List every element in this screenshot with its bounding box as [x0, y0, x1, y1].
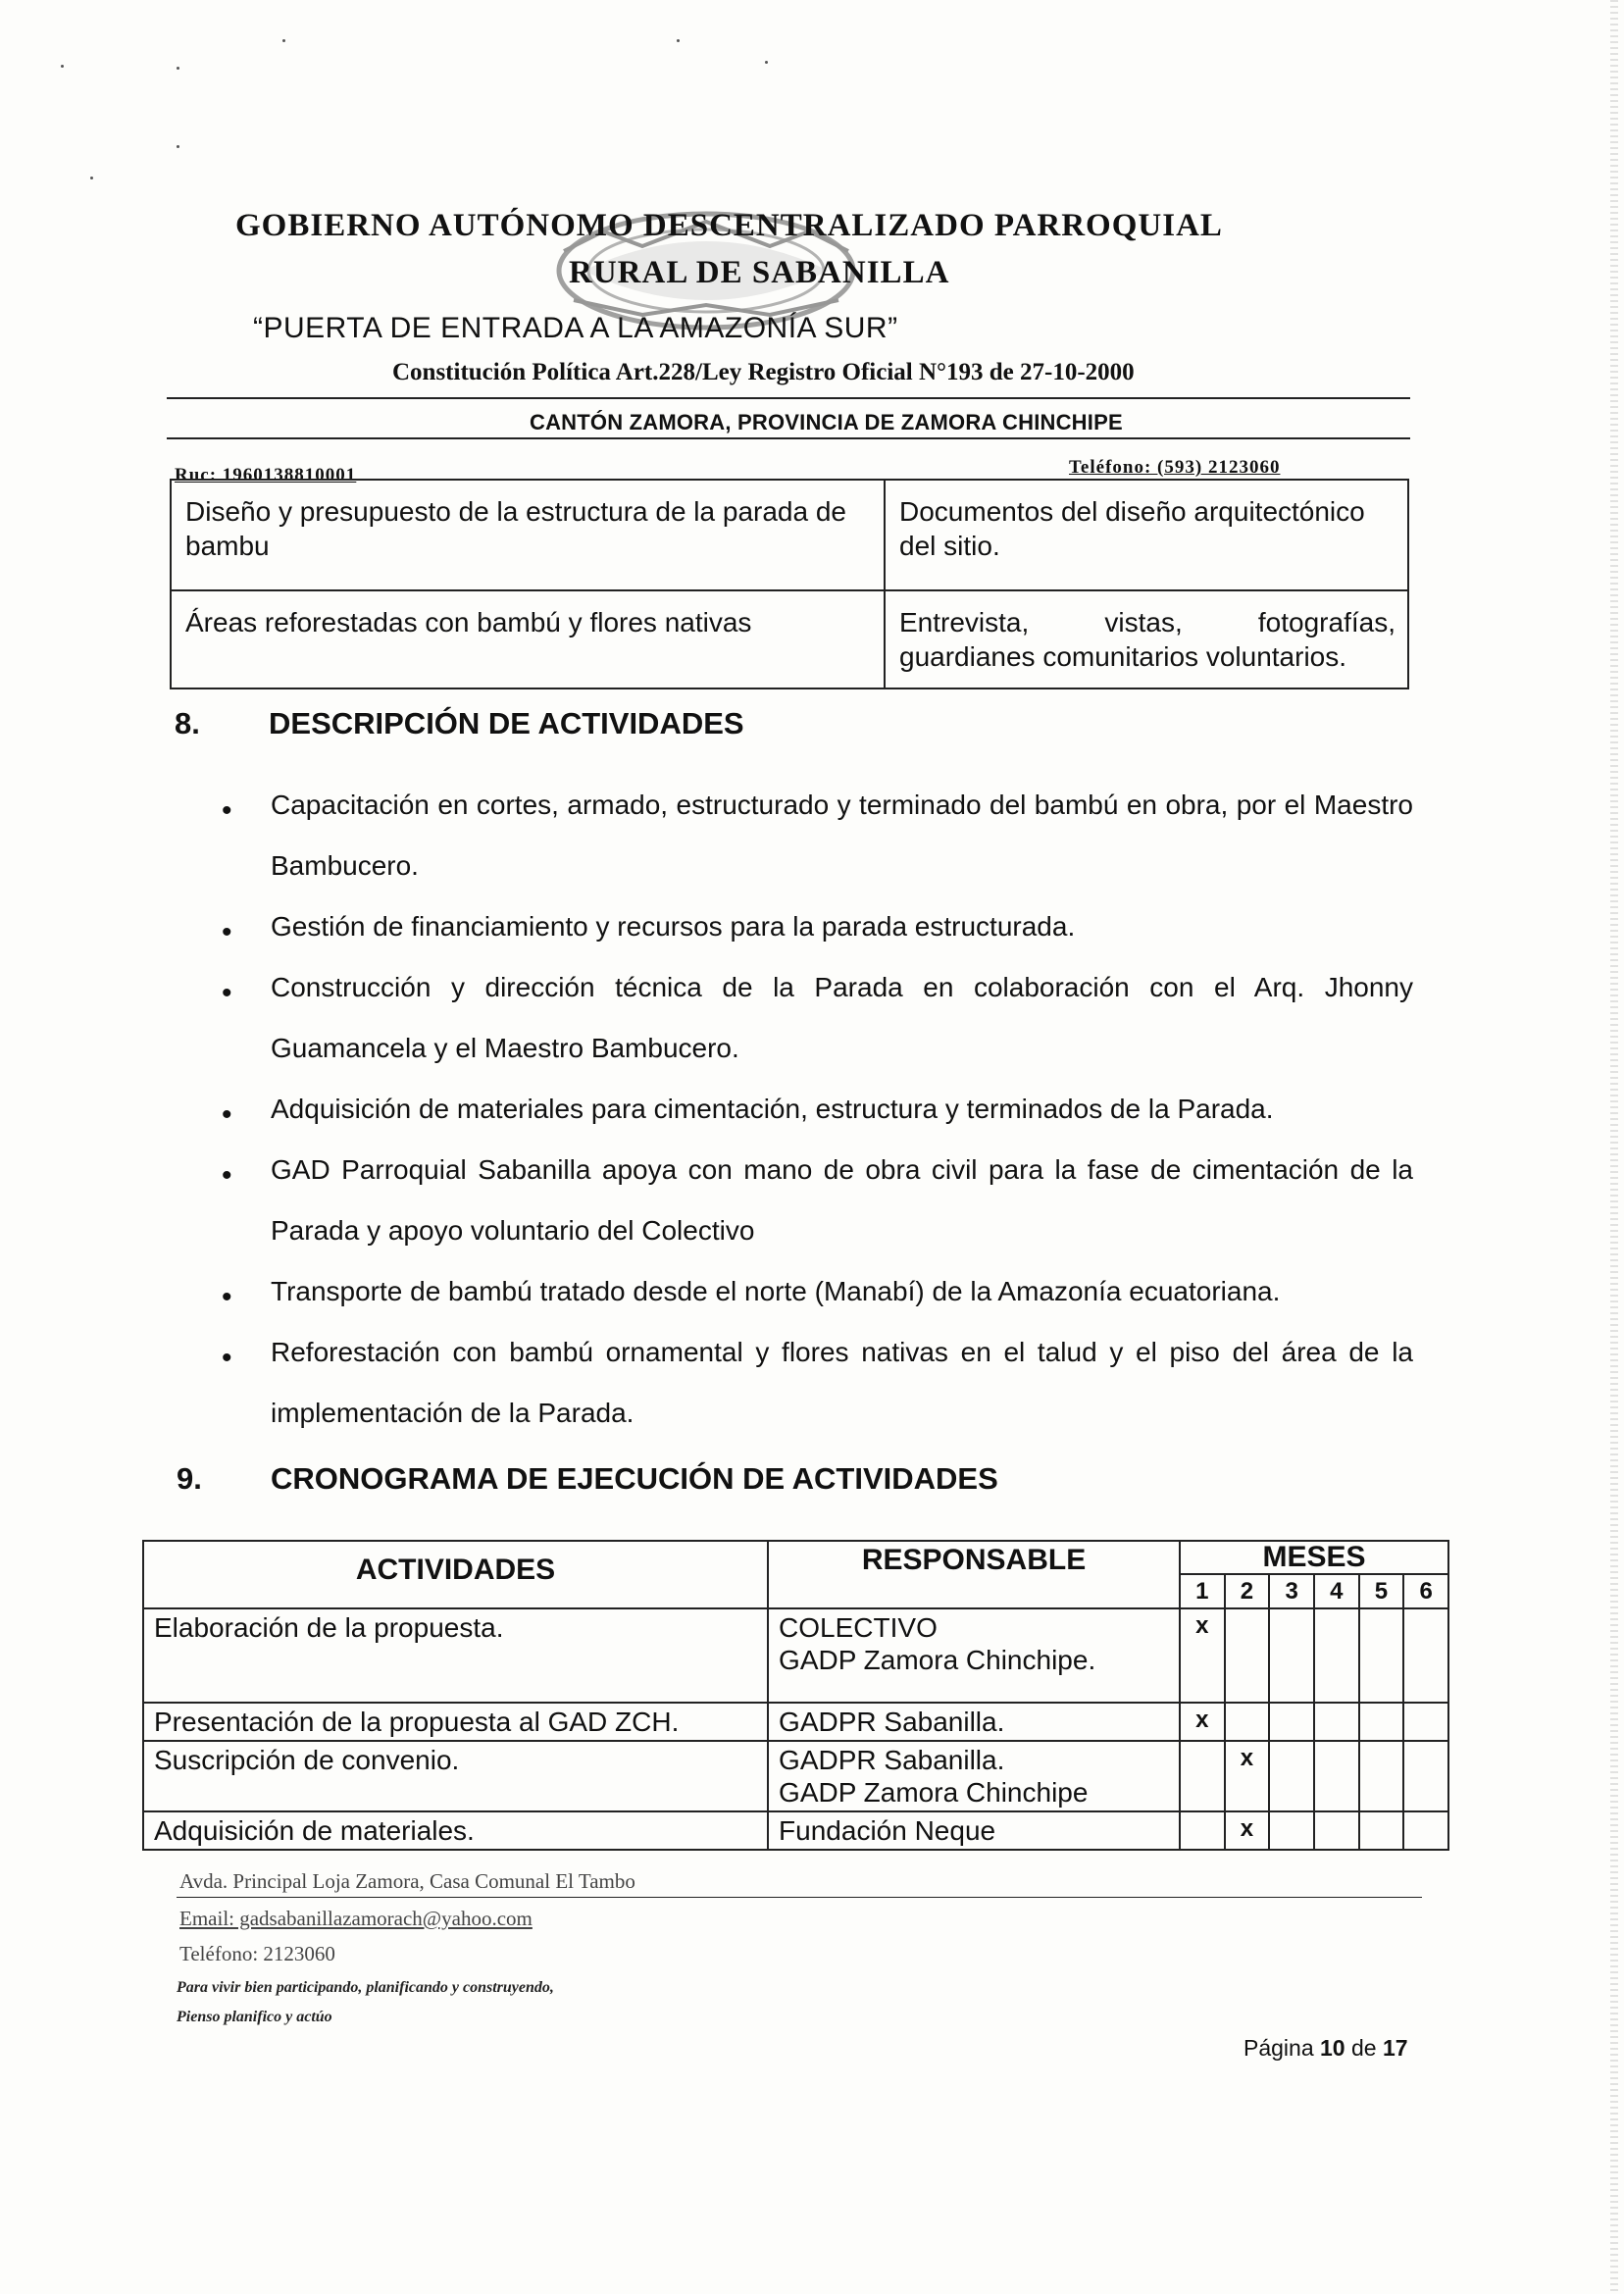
activities-header: ACTIVIDADES: [143, 1541, 768, 1608]
month-cell: [1359, 1608, 1404, 1703]
responsible-name: GADP Zamora Chinchipe.: [779, 1645, 1096, 1675]
scan-speck: [765, 61, 768, 64]
activities-list: [222, 775, 1413, 1444]
cell-text: Áreas reforestadas con bambú y flores nativas: [185, 607, 752, 637]
section-9-heading: [177, 1461, 998, 1497]
month-label: 1: [1180, 1574, 1225, 1608]
month-cell: x: [1225, 1811, 1270, 1850]
responsible-name: COLECTIVO: [779, 1612, 938, 1643]
table-row: [143, 1811, 1448, 1850]
month-cell: [1314, 1608, 1359, 1703]
list-item: • Capacitación en cortes, armado, estructurado y terminado del bambú en obra, por el Maestro Bambucero.: [222, 775, 1413, 896]
footer-motto: Pienso planifico y actúo: [177, 2009, 332, 2025]
header-divider: [167, 397, 1410, 399]
verification-table: [170, 479, 1409, 689]
table-row: [143, 1703, 1448, 1741]
list-item: • Adquisición de materiales para cimentación, estructura y terminados de la Parada.: [222, 1079, 1413, 1140]
list-item: • Construcción y dirección técnica de la Parada en colaboración con el Arq. Jhonny Guamancela y el Maestro Bambucero.: [222, 957, 1413, 1079]
institution-title-line2: RURAL DE SABANILLA: [569, 255, 950, 290]
scan-speck: [61, 65, 64, 68]
schedule-table: [142, 1540, 1449, 1851]
page-of: de: [1351, 2035, 1377, 2061]
cell-text: Documentos del diseño arquitectónico del sitio.: [899, 496, 1365, 561]
scan-edge-artifact: [1610, 0, 1618, 2294]
slogan: “PUERTA DE ENTRADA A LA AMAZONÍA SUR”: [253, 312, 898, 344]
table-row: [171, 480, 1408, 590]
month-cell: [1359, 1741, 1404, 1811]
header-phone: Teléfono: (593) 2123060: [1069, 457, 1281, 478]
section-number: 8.: [175, 706, 200, 740]
responsible-name: Fundación Neque: [779, 1815, 996, 1846]
month-cell: [1269, 1811, 1314, 1850]
canton-province: CANTÓN ZAMORA, PROVINCIA DE ZAMORA CHINCHIPE: [530, 410, 1123, 434]
activity-cell: Elaboración de la propuesta.: [143, 1608, 768, 1703]
month-cell: [1225, 1703, 1270, 1741]
section-title: CRONOGRAMA DE EJECUCIÓN DE ACTIVIDADES: [271, 1461, 998, 1496]
month-cell: x: [1225, 1741, 1270, 1811]
month-cell: [1403, 1741, 1448, 1811]
activity-cell: Presentación de la propuesta al GAD ZCH.: [143, 1703, 768, 1741]
section-title: DESCRIPCIÓN DE ACTIVIDADES: [269, 706, 744, 740]
institution-title: [235, 202, 1373, 296]
scan-speck: [677, 39, 680, 42]
responsible-cell: [768, 1811, 1180, 1850]
month-label: 2: [1225, 1574, 1270, 1608]
month-cell: [1225, 1608, 1270, 1703]
month-cell: [1314, 1811, 1359, 1850]
scan-speck: [282, 39, 285, 42]
list-item: • Gestión de financiamiento y recursos para la parada estructurada.: [222, 896, 1413, 957]
table-cell: [885, 590, 1408, 688]
month-cell: [1403, 1703, 1448, 1741]
page-prefix: Página: [1243, 2035, 1314, 2061]
page-total: 17: [1382, 2035, 1408, 2061]
table-header-row: [143, 1541, 1448, 1574]
month-label: 5: [1359, 1574, 1404, 1608]
activity-cell: Suscripción de convenio.: [143, 1741, 768, 1811]
ruc-number: Ruc: 1960138810001: [175, 465, 357, 485]
month-cell: x: [1180, 1703, 1225, 1741]
constitution-reference: Constitución Política Art.228/Ley Registro Oficial N°193 de 27-10-2000: [392, 359, 1135, 385]
page-number: [1243, 2035, 1408, 2062]
footer-email: Email: gadsabanillazamorach@yahoo.com: [179, 1907, 533, 1930]
month-cell: [1180, 1741, 1225, 1811]
scan-speck: [177, 67, 179, 70]
list-item: • GAD Parroquial Sabanilla apoya con mano de obra civil para la fase de cimentación de la Parada y apoyo voluntario del Colectivo: [222, 1140, 1413, 1261]
month-cell: [1314, 1741, 1359, 1811]
institution-title-line1: GOBIERNO AUTÓNOMO DESCENTRALIZADO PARROQUIAL: [235, 208, 1223, 243]
list-item: • Reforestación con bambú ornamental y flores nativas en el talud y el piso del área de la implementación de la Parada.: [222, 1322, 1413, 1444]
footer-divider: [177, 1897, 1422, 1898]
header-divider: [167, 437, 1410, 439]
table-cell: [885, 480, 1408, 590]
table-cell: [171, 590, 885, 688]
scan-speck: [177, 145, 179, 148]
table-cell: [171, 480, 885, 590]
month-cell: [1403, 1811, 1448, 1850]
month-label: 4: [1314, 1574, 1359, 1608]
responsible-name: GADPR Sabanilla.: [779, 1707, 1005, 1737]
month-cell: [1359, 1703, 1404, 1741]
list-item: • Transporte de bambú tratado desde el norte (Manabí) de la Amazonía ecuatoriana.: [222, 1261, 1413, 1322]
scan-speck: [90, 177, 93, 179]
month-cell: [1180, 1811, 1225, 1850]
month-cell: [1269, 1741, 1314, 1811]
responsible-cell: [768, 1608, 1180, 1703]
table-row: [143, 1741, 1448, 1811]
page-current: 10: [1320, 2035, 1345, 2061]
month-label: 6: [1403, 1574, 1448, 1608]
months-header: MESES: [1180, 1541, 1448, 1574]
responsible-cell: [768, 1741, 1180, 1811]
responsible-name: GADPR Sabanilla.: [779, 1745, 1005, 1775]
footer-motto: Para vivir bien participando, planificando y construyendo,: [177, 1979, 554, 1996]
footer-phone: Teléfono: 2123060: [179, 1942, 335, 1965]
month-cell: [1359, 1811, 1404, 1850]
cell-text: Entrevista, vistas, fotografías, guardianes comunitarios voluntarios.: [899, 607, 1396, 672]
responsible-header: RESPONSABLE: [768, 1541, 1180, 1608]
month-cell: x: [1180, 1608, 1225, 1703]
month-cell: [1269, 1608, 1314, 1703]
footer-address: Avda. Principal Loja Zamora, Casa Comunal El Tambo: [179, 1869, 635, 1893]
month-cell: [1269, 1703, 1314, 1741]
responsible-cell: [768, 1703, 1180, 1741]
month-cell: [1314, 1703, 1359, 1741]
month-label: 3: [1269, 1574, 1314, 1608]
cell-text: Diseño y presupuesto de la estructura de la parada de bambu: [185, 496, 846, 561]
activity-cell: Adquisición de materiales.: [143, 1811, 768, 1850]
table-row: [143, 1608, 1448, 1703]
responsible-name: GADP Zamora Chinchipe: [779, 1777, 1089, 1808]
section-8-heading: [175, 706, 744, 741]
table-row: [171, 590, 1408, 688]
month-cell: [1403, 1608, 1448, 1703]
section-number: 9.: [177, 1461, 202, 1496]
